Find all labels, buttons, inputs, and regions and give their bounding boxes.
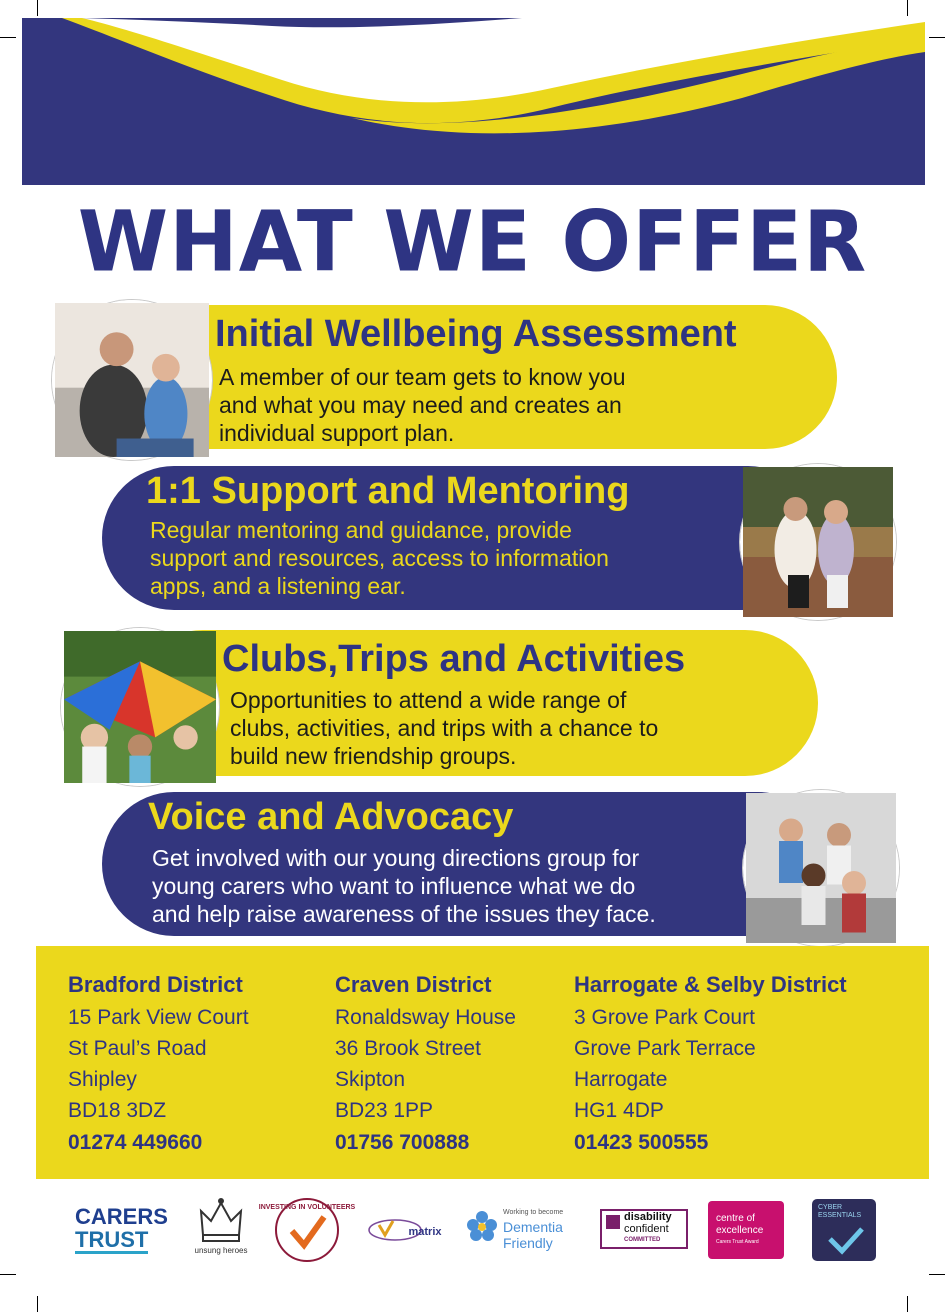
office-name: Harrogate & Selby District	[574, 972, 847, 997]
address-line: BD18 3DZ	[68, 1099, 167, 1122]
service-card-mentoring	[102, 466, 820, 610]
crop-mark	[929, 1274, 945, 1275]
service-title: Initial Wellbeing Assessment	[215, 313, 737, 355]
photo-two-young-women	[740, 464, 896, 620]
service-title: 1:1 Support and Mentoring	[146, 470, 630, 512]
disability-confident-logo: disability confident COMMITTED	[600, 1195, 690, 1265]
crop-mark	[907, 1296, 908, 1312]
address-line: 36 Brook Street	[335, 1037, 481, 1060]
crop-mark	[37, 0, 38, 16]
carers-trust-logo: CARERS TRUST	[75, 1204, 168, 1252]
crop-mark	[907, 0, 908, 16]
checkmark-icon	[826, 1225, 866, 1255]
address-line: 15 Park View Court	[68, 1006, 249, 1029]
office-craven	[335, 968, 516, 1159]
address-line: Skipton	[335, 1068, 406, 1091]
service-description: Regular mentoring and guidance, provide support and resources, access to information apps, and a listening ear.	[150, 517, 609, 599]
service-card-advocacy	[102, 792, 830, 936]
address-line: Ronaldsway House	[335, 1006, 516, 1029]
photo-group-of-teenagers	[743, 790, 899, 946]
svg-text:matrix: matrix	[408, 1226, 442, 1238]
address-line: HG1 4DP	[574, 1099, 664, 1122]
crop-mark	[0, 1274, 16, 1275]
crop-mark	[0, 37, 16, 38]
address-line: 3 Grove Park Court	[574, 1006, 755, 1029]
address-line: Shipley	[68, 1068, 137, 1091]
investing-in-volunteers-logo	[258, 1195, 356, 1265]
page-title: WHAT WE OFFER	[77, 194, 868, 291]
crown-icon	[197, 1195, 245, 1245]
office-name: Craven District	[335, 972, 492, 997]
office-name: Bradford District	[68, 972, 243, 997]
address-line: St Paul’s Road	[68, 1037, 207, 1060]
address-line: BD23 1PP	[335, 1099, 434, 1122]
crown-logo: unsung heroes	[190, 1195, 252, 1265]
service-title: Clubs,Trips and Activities	[222, 638, 686, 680]
dementia-friendly-logo: Working to become Dementia Friendly	[465, 1195, 585, 1265]
service-card-activities	[130, 630, 818, 776]
crop-mark	[929, 37, 945, 38]
office-bradford	[68, 968, 249, 1159]
photo-father-and-son	[52, 300, 212, 460]
service-title: Voice and Advocacy	[148, 796, 514, 838]
address-line: Harrogate	[574, 1068, 668, 1091]
address-line: Grove Park Terrace	[574, 1037, 756, 1060]
office-addresses-panel	[36, 946, 929, 1179]
forget-me-not-icon	[465, 1207, 499, 1247]
crop-mark	[37, 1296, 38, 1312]
centre-of-excellence-logo: centre of excellence Carers Trust Award	[708, 1195, 786, 1265]
matrix-logo	[365, 1195, 450, 1265]
photo-kids-parachute-game	[61, 628, 219, 786]
service-card-assessment	[135, 305, 837, 449]
office-phone: 01423 500555	[574, 1131, 709, 1154]
office-phone: 01274 449660	[68, 1131, 203, 1154]
svg-text:INVESTING IN VOLUNTEERS: INVESTING IN VOLUNTEERS	[258, 1204, 356, 1211]
office-harrogate-selby	[574, 968, 847, 1159]
header-wave-banner	[22, 18, 925, 185]
office-phone: 01756 700888	[335, 1131, 470, 1154]
accreditation-logos	[60, 1195, 900, 1265]
cyber-essentials-logo: CYBER ESSENTIALS	[812, 1195, 878, 1265]
service-description: Get involved with our young directions group for young carers who want to influence what we do and help raise awareness of the issues they face.	[152, 845, 656, 927]
service-description: Opportunities to attend a wide range of clubs, activities, and trips with a chance to build new friendship groups.	[230, 687, 659, 769]
service-description: A member of our team gets to know you and what you may need and creates an individual support plan.	[219, 364, 626, 446]
